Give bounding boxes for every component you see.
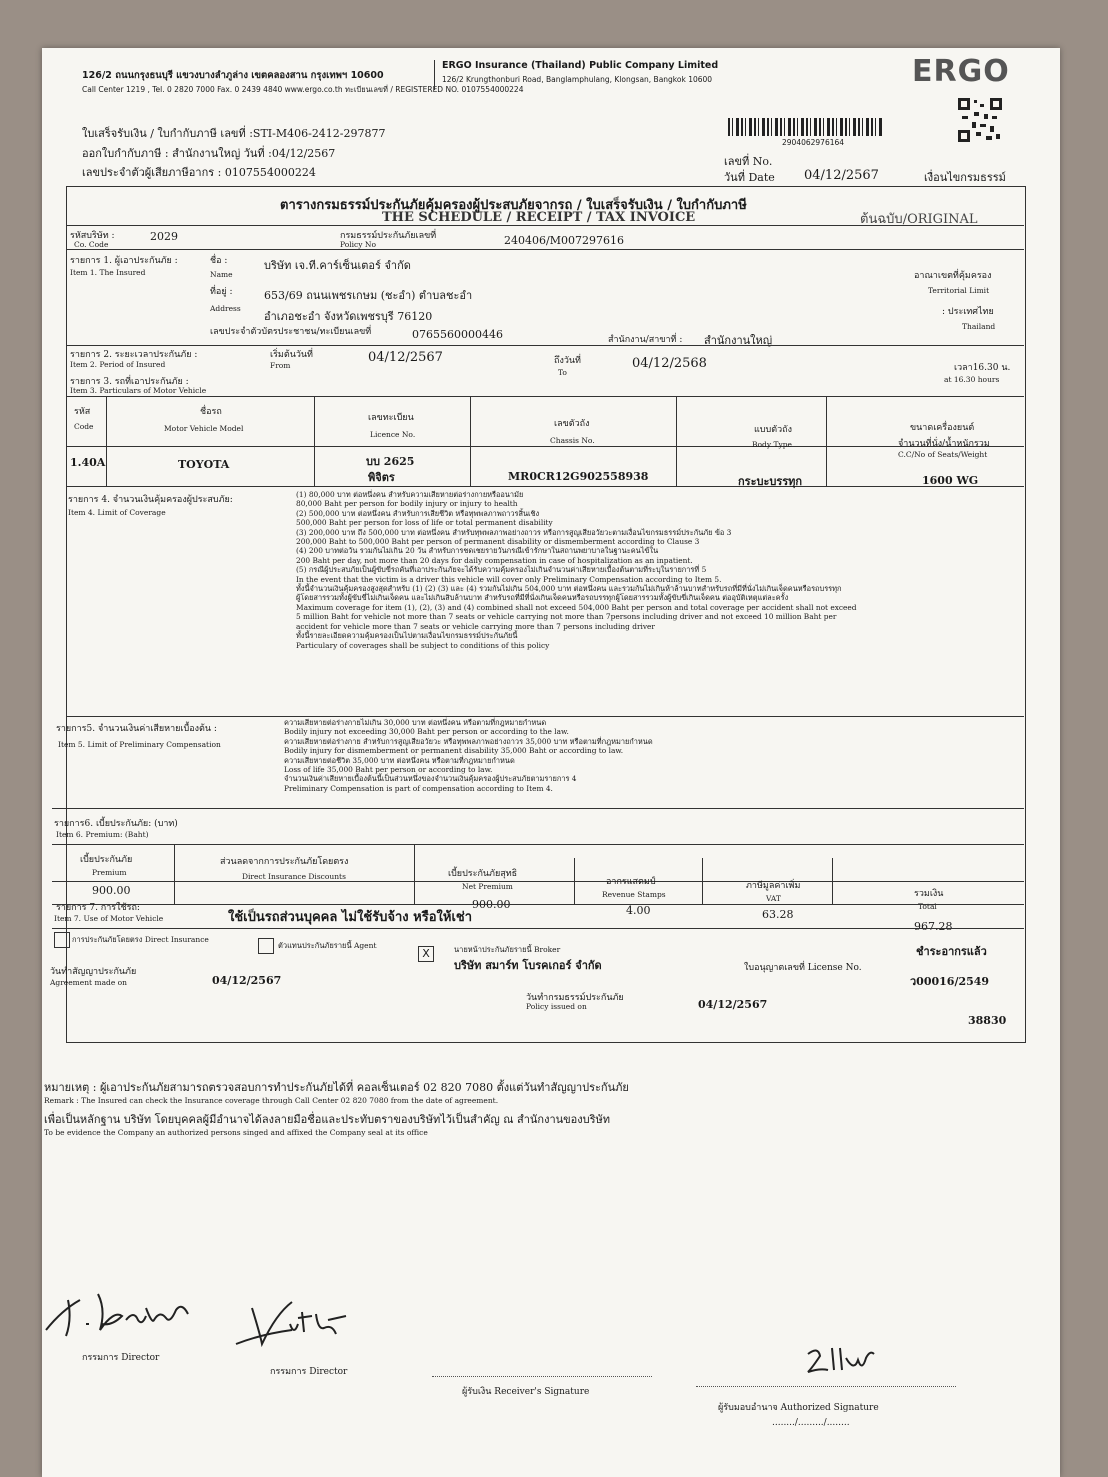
- col-body-en: Body Type: [752, 440, 792, 449]
- direct-insurance-label: การประกันภัยโดยตรง Direct Insurance: [72, 935, 209, 944]
- from-label-en: From: [270, 361, 291, 370]
- call-center-line: Call Center 1219 , Tel. 0 2820 7000 Fax. 0 2439 4840 www.ergo.co.th ทะเบียนเลขที่ / REGISTERED NO. 0107554000224: [82, 85, 524, 94]
- premium-label-en: Premium: [92, 868, 127, 877]
- net-label-en: Net Premium: [462, 882, 513, 891]
- company-address-th: 126/2 ถนนกรุงธนบุรี แขวงบางลำภูล่าง เขตคลองสาน กรุงเทพฯ 10600: [82, 70, 384, 81]
- policy-issued-label-th: วันทำกรมธรรม์ประกันภัย: [526, 993, 624, 1003]
- director2-signature-icon: [232, 1294, 382, 1354]
- to-label-th: ถึงวันที่: [554, 356, 581, 366]
- coverage-line: (4) 200 บาทต่อวัน รวมกันไม่เกิน 20 วัน สำหรับการชดเชยรายวันกรณีเข้ารักษาในสถานพยาบาลในฐานะคนไข้ใน: [296, 546, 659, 556]
- tax-id-line: เลขประจำตัวผู้เสียภาษีอากร : 0107554000224: [82, 166, 316, 179]
- net-value: 900.00: [472, 898, 511, 911]
- company-name-en: ERGO Insurance (Thailand) Public Company Limited: [442, 60, 719, 71]
- coverage-line: ทั้งนี้รายละเอียดความคุ้มครองเป็นไปตามเงื่อนไขกรมธรรม์ประกันภัยนี้: [296, 631, 518, 641]
- coverage-details: [296, 490, 857, 650]
- total-value: 967.28: [914, 920, 953, 933]
- id-label: เลขประจำตัวบัตรประชาชน/ทะเบียนเลขที่: [210, 327, 372, 337]
- insured-name: บริษัท เจ.ที.คาร์เซ็นเตอร์ จำกัด: [264, 259, 411, 272]
- coverage-line: 200 Baht per day, not more than 20 days for daily compensation in case of hospitalization as an inpatient.: [296, 555, 693, 565]
- stamp-paid: ชำระอากรแล้ว: [916, 945, 987, 958]
- vat-value: 63.28: [762, 908, 794, 921]
- date-value: 04/12/2567: [804, 168, 879, 183]
- time-th: เวลา16.30 น.: [954, 363, 1011, 373]
- company-address-en: 126/2 Krungthonburi Road, Banglamphulang, Klongsan, Bangkok 10600: [442, 75, 713, 84]
- policy-label-th: กรมธรรม์ประกันภัยเลขที่: [340, 231, 437, 241]
- vat-label-th: ภาษีมูลค่าเพิ่ม: [746, 881, 801, 891]
- address-line2: อำเภอชะอำ จังหวัดเพชรบุรี 76120: [264, 310, 433, 323]
- no-label: เลขที่ No.: [724, 155, 773, 168]
- preliminary-details: [284, 718, 653, 793]
- preliminary-line: ความเสียหายต่อร่างกาย สำหรับการสูญเสียอวัยวะ หรือทุพพลภาพอย่างถาวร 35,000 บาท หรือตามที่กฎหมายกำหนด: [284, 736, 653, 746]
- col-model-th: ชื่อรถ: [200, 407, 222, 417]
- item7-label-en: Item 7. Use of Motor Vehicle: [54, 914, 164, 923]
- coverage-line: accident for vehicle more than 7 seats or vehicle carrying more than 7 persons including driver: [296, 621, 655, 631]
- director2-label: กรรมการ Director: [270, 1367, 348, 1377]
- preliminary-line: Loss of life 35,000 Baht per person or according to law.: [284, 765, 493, 775]
- item4-label-th: รายการ 4. จำนวนเงินคุ้มครองผู้ประสบภัย:: [68, 495, 233, 505]
- address-line1: 653/69 ถนนเพชรเกษม (ชะอำ) ตำบลชะอำ: [264, 289, 473, 302]
- col-chassis-en: Chassis No.: [550, 436, 595, 445]
- agreement-label-th: วันทำสัญญาประกันภัย: [50, 967, 137, 977]
- receipt-number: ใบเสร็จรับเงิน / ใบกำกับภาษี เลขที่ :STI-M406-2412-297877: [82, 127, 386, 140]
- col-model-en: Motor Vehicle Model: [164, 424, 244, 433]
- id-value: 0765560000446: [412, 328, 503, 341]
- issued-line: ออกใบกำกับภาษี : สำนักงานใหญ่ วันที่ :04/12/2567: [82, 147, 336, 160]
- period-from: 04/12/2567: [368, 350, 443, 365]
- director1-signature-icon: [42, 1280, 202, 1340]
- name-label-th: ชื่อ :: [210, 256, 228, 266]
- territory-value-th: : ประเทศไทย: [942, 307, 994, 317]
- policy-number: 240406/M007297616: [504, 234, 624, 247]
- agent-checkbox: [258, 938, 274, 954]
- preliminary-line: Bodily injury for dismemberment or permanent disability 35,000 Baht or according to law.: [284, 746, 624, 756]
- col-engine-en: C.C/No of Seats/Weight: [898, 450, 988, 459]
- branch-label: สำนักงาน/สาขาที่ :: [608, 335, 683, 345]
- vehicle-use: ใช้เป็นรถส่วนบุคคล ไม่ใช้รับจ้าง หรือให้เช่า: [228, 910, 473, 925]
- item3-label-th: รายการ 3. รถที่เอาประกันภัย :: [70, 377, 189, 387]
- agreement-date: 04/12/2567: [212, 974, 282, 987]
- director1-label: กรรมการ Director: [82, 1353, 160, 1363]
- vehicle-chassis: MR0CR12G902558938: [508, 470, 649, 483]
- remark-line2-en: To be evidence the Company an authorized persons singed and affixed the Company seal at its office: [44, 1128, 428, 1137]
- time-en: at 16.30 hours: [944, 375, 1000, 384]
- item7-label-th: รายการ 7. การใช้รถ:: [56, 903, 140, 913]
- receiver-signature-label: ผู้รับเงิน Receiver's Signature: [462, 1387, 590, 1397]
- territory-label-en: Territorial Limit: [928, 286, 990, 295]
- conditions-label: เงื่อนไขกรมธรรม์: [924, 171, 1006, 184]
- to-label-en: To: [558, 368, 567, 377]
- col-code-en: Code: [74, 422, 94, 431]
- stamp-label-th: อากรแสตมป์: [606, 877, 656, 887]
- from-label-th: เริ่มต้นวันที่: [270, 350, 313, 360]
- original-label: ต้นฉบับ/ORIGINAL: [860, 212, 978, 227]
- item4-label-en: Item 4. Limit of Coverage: [68, 508, 166, 517]
- broker-checkbox: X: [418, 946, 434, 962]
- coverage-line: 500,000 Baht per person for loss of life or total permanent disability: [296, 518, 553, 528]
- co-code-label-en: Co. Code: [74, 240, 109, 249]
- policy-document: [42, 48, 1060, 1477]
- item5-label-th: รายการ5. จำนวนเงินค่าเสียหายเบื้องต้น :: [56, 724, 217, 734]
- authorized-date-blank: ......../........./........: [772, 1418, 850, 1428]
- title-th: ตารางกรมธรรม์ประกันภัยคุ้มครองผู้ประสบภัยจากรถ / ใบเสร็จรับเงิน / ใบกำกับภาษี: [280, 198, 747, 213]
- stamp-value: 4.00: [626, 904, 651, 917]
- coverage-line: Maximum coverage for item (1), (2), (3) and (4) combined shall not exceed 504,000 Baht per person and total coverage per accident shall not exceed: [296, 602, 857, 612]
- total-label-en: Total: [918, 902, 937, 911]
- remark-line1-en: Remark : The Insured can check the Insurance coverage through Call Center 02 820 7080 from the date of agreement.: [44, 1096, 499, 1105]
- col-licence-th: เลขทะเบียน: [368, 413, 414, 423]
- stamp-label-en: Revenue Stamps: [602, 890, 666, 899]
- co-code-value: 2029: [150, 230, 178, 243]
- coverage-line: (5) กรณีผู้ประสบภัยเป็นผู้ขับขี่รถคันที่เอาประกันภัยจะได้รับความคุ้มครองไม่เกินจำนวนค่าเสียหายเบื้องต้นตามที่ระบุในรายการที่ 5: [296, 565, 707, 575]
- remark-line2-th: เพื่อเป็นหลักฐาน บริษัท โดยบุคคลผู้มีอำนาจได้ลงลายมือชื่อและประทับตราของบริษัทไว้เป็นสำคัญ ณ สำนักงานของบริษัท: [44, 1113, 611, 1126]
- premium-label-th: เบี้ยประกันภัย: [80, 855, 133, 865]
- policy-label-en: Policy No: [340, 240, 376, 249]
- col-chassis-th: เลขตัวถัง: [554, 419, 590, 429]
- col-engine-th2: จำนวนที่นั่ง/น้ำหนักรวม: [898, 439, 990, 449]
- license-label: ใบอนุญาตเลขที่ License No.: [744, 963, 862, 973]
- preliminary-line: ความเสียหายต่อร่างกายไม่เกิน 30,000 บาท ต่อหนึ่งคน หรือตามที่กฎหมายกำหนด: [284, 718, 547, 727]
- item2-label-th: รายการ 2. ระยะเวลาประกันภัย :: [70, 350, 198, 360]
- period-to: 04/12/2568: [632, 356, 707, 371]
- item1-label-en: Item 1. The Insured: [70, 268, 146, 277]
- coverage-line: (1) 80,000 บาท ต่อหนึ่งคน สำหรับความเสียหายต่อร่างกายหรืออนามัย: [296, 490, 524, 499]
- item2-label-en: Item 2. Period of Insured: [70, 360, 166, 369]
- vehicle-model: TOYOTA: [178, 458, 230, 471]
- item6-label-th: รายการ6. เบี้ยประกันภัย: (บาท): [54, 819, 178, 829]
- policy-issued-date: 04/12/2567: [698, 998, 768, 1011]
- coverage-line: In the event that the victim is a driver this vehicle will cover only Preliminary Compensation according to Item 5.: [296, 574, 722, 584]
- authorized-signature-icon: [802, 1342, 892, 1378]
- coverage-line: Particulary of coverages shall be subject to conditions of this policy: [296, 640, 550, 650]
- co-code-label-th: รหัสบริษัท :: [70, 231, 115, 241]
- name-label-en: Name: [210, 270, 233, 279]
- coverage-line: (3) 200,000 บาท ถึง 500,000 บาท ต่อหนึ่งคน สำหรับทุพพลภาพอย่างถาวร หรือการสูญเสียอวัยวะตามเงื่อนไขกรมธรรม์ประกันภัย ข้อ 3: [296, 527, 732, 537]
- authorized-signature-label: ผู้รับมอบอำนาจ Authorized Signature: [718, 1403, 879, 1413]
- broker-name: บริษัท สมาร์ท โบรคเกอร์ จำกัด: [454, 959, 602, 972]
- premium-value: 900.00: [92, 884, 131, 897]
- direct-insurance-checkbox: [54, 932, 70, 948]
- policy-issued-label-en: Policy issued on: [526, 1002, 587, 1011]
- item6-label-en: Item 6. Premium: (Baht): [56, 830, 149, 839]
- coverage-line: 80,000 Baht per person for bodily injury or injury to health: [296, 499, 518, 509]
- date-label: วันที่ Date: [724, 171, 775, 184]
- item5-label-en: Item 5. Limit of Preliminary Compensation: [58, 740, 221, 749]
- address-label-th: ที่อยู่ :: [210, 287, 233, 297]
- coverage-line: 200,000 Baht to 500,000 Baht per person of permanent disability or dismemberment according to Clause 3: [296, 537, 700, 547]
- preliminary-line: Preliminary Compensation is part of compensation according to Item 4.: [284, 783, 553, 793]
- branch-value: สำนักงานใหญ่: [704, 334, 773, 347]
- territory-value-en: Thailand: [962, 322, 996, 331]
- vat-label-en: VAT: [766, 894, 781, 903]
- address-label-en: Address: [210, 304, 241, 313]
- col-code-th: รหัส: [74, 407, 91, 417]
- preliminary-line: ความเสียหายต่อชีวิต 35,000 บาท ต่อหนึ่งคน หรือตามที่กฎหมายกำหนด: [284, 755, 515, 765]
- item3-label-en: Item 3. Particulars of Motor Vehicle: [70, 386, 207, 395]
- col-licence-en: Licence No.: [370, 430, 416, 439]
- item1-label-th: รายการ 1. ผู้เอาประกันภัย :: [70, 256, 178, 266]
- reference-number: 38830: [968, 1014, 1007, 1027]
- coverage-line: ทั้งนี้จำนวนเงินคุ้มครองสูงสุดสำหรับ (1) (2) (3) และ (4) รวมกันไม่เกิน 504,000 บาท ต่อหนึ่งคน และรวมกันไม่เกินห้าล้านบาทสำหรับรถที่มีที่นั่งไม่เกินเจ็ดคนหรือรถบรรทุก: [296, 584, 842, 594]
- coverage-line: 5 million Baht for vehicle not more than 7 seats or vehicle carrying not more than 7persons including driver and not exceed 10 million Baht per: [296, 612, 837, 622]
- remark-line1-th: หมายเหตุ : ผู้เอาประกันภัยสามารถตรวจสอบการทำประกันภัยได้ที่ คอลเซ็นเตอร์ 02 820 7080 ตั้งแต่วันทำสัญญาประกันภัย: [44, 1081, 629, 1094]
- broker-label: นายหน้าประกันภัยรายนี้ Broker: [454, 945, 561, 954]
- coverage-line: ผู้โดยสารรวมทั้งผู้ขับขี่ไม่เกินเจ็ดคน และไม่เกินสิบล้านบาท สำหรับรถที่มีที่นั่งเกินเจ็ดคนหรือรถบรรทุกผู้โดยสารรวมทั้งผู้ขับขี่เกินเจ็ดคน ต่ออุบัติเหตุแต่ละครั้ง: [296, 593, 789, 603]
- vehicle-code: 1.40A: [70, 456, 106, 469]
- vehicle-body: กระบะบรรทุก: [738, 475, 803, 488]
- agent-label: ตัวแทนประกันภัยรายนี้ Agent: [278, 941, 377, 950]
- total-label-th: รวมเงิน: [914, 889, 944, 899]
- barcode-number: 2904062976164: [782, 138, 845, 147]
- territory-label-th: อาณาเขตที่คุ้มครอง: [914, 271, 992, 281]
- qr-code-icon: [958, 98, 1002, 142]
- col-body-th: แบบตัวถัง: [754, 425, 792, 435]
- vehicle-engine: 1600 WG: [922, 474, 979, 487]
- agreement-label-en: Agreement made on: [50, 978, 128, 987]
- net-label-th: เบี้ยประกันภัยสุทธิ: [448, 869, 518, 879]
- discount-label-th: ส่วนลดจากการประกันภัยโดยตรง: [220, 857, 349, 867]
- vehicle-licence2: พิจิตร: [368, 471, 395, 484]
- discount-label-en: Direct Insurance Discounts: [242, 872, 346, 881]
- barcode-icon: [728, 118, 882, 136]
- col-engine-th: ขนาดเครื่องยนต์: [910, 423, 975, 433]
- ergo-logo: ERGO: [912, 54, 1010, 89]
- coverage-line: (2) 500,000 บาท ต่อหนึ่งคน สำหรับการเสียชีวิต หรือทุพพลภาพถาวรสิ้นเชิง: [296, 508, 540, 518]
- title-en: THE SCHEDULE / RECEIPT / TAX INVOICE: [382, 210, 696, 225]
- preliminary-line: จำนวนเงินค่าเสียหายเบื้องต้นนี้เป็นส่วนหนึ่งของจำนวนเงินคุ้มครองผู้ประสบภัยตามรายการ 4: [284, 774, 577, 784]
- license-number: ว00016/2549: [910, 975, 990, 988]
- vehicle-licence1: บบ 2625: [366, 455, 415, 468]
- preliminary-line: Bodily injury not exceeding 30,000 Baht per person or according to the law.: [284, 727, 569, 737]
